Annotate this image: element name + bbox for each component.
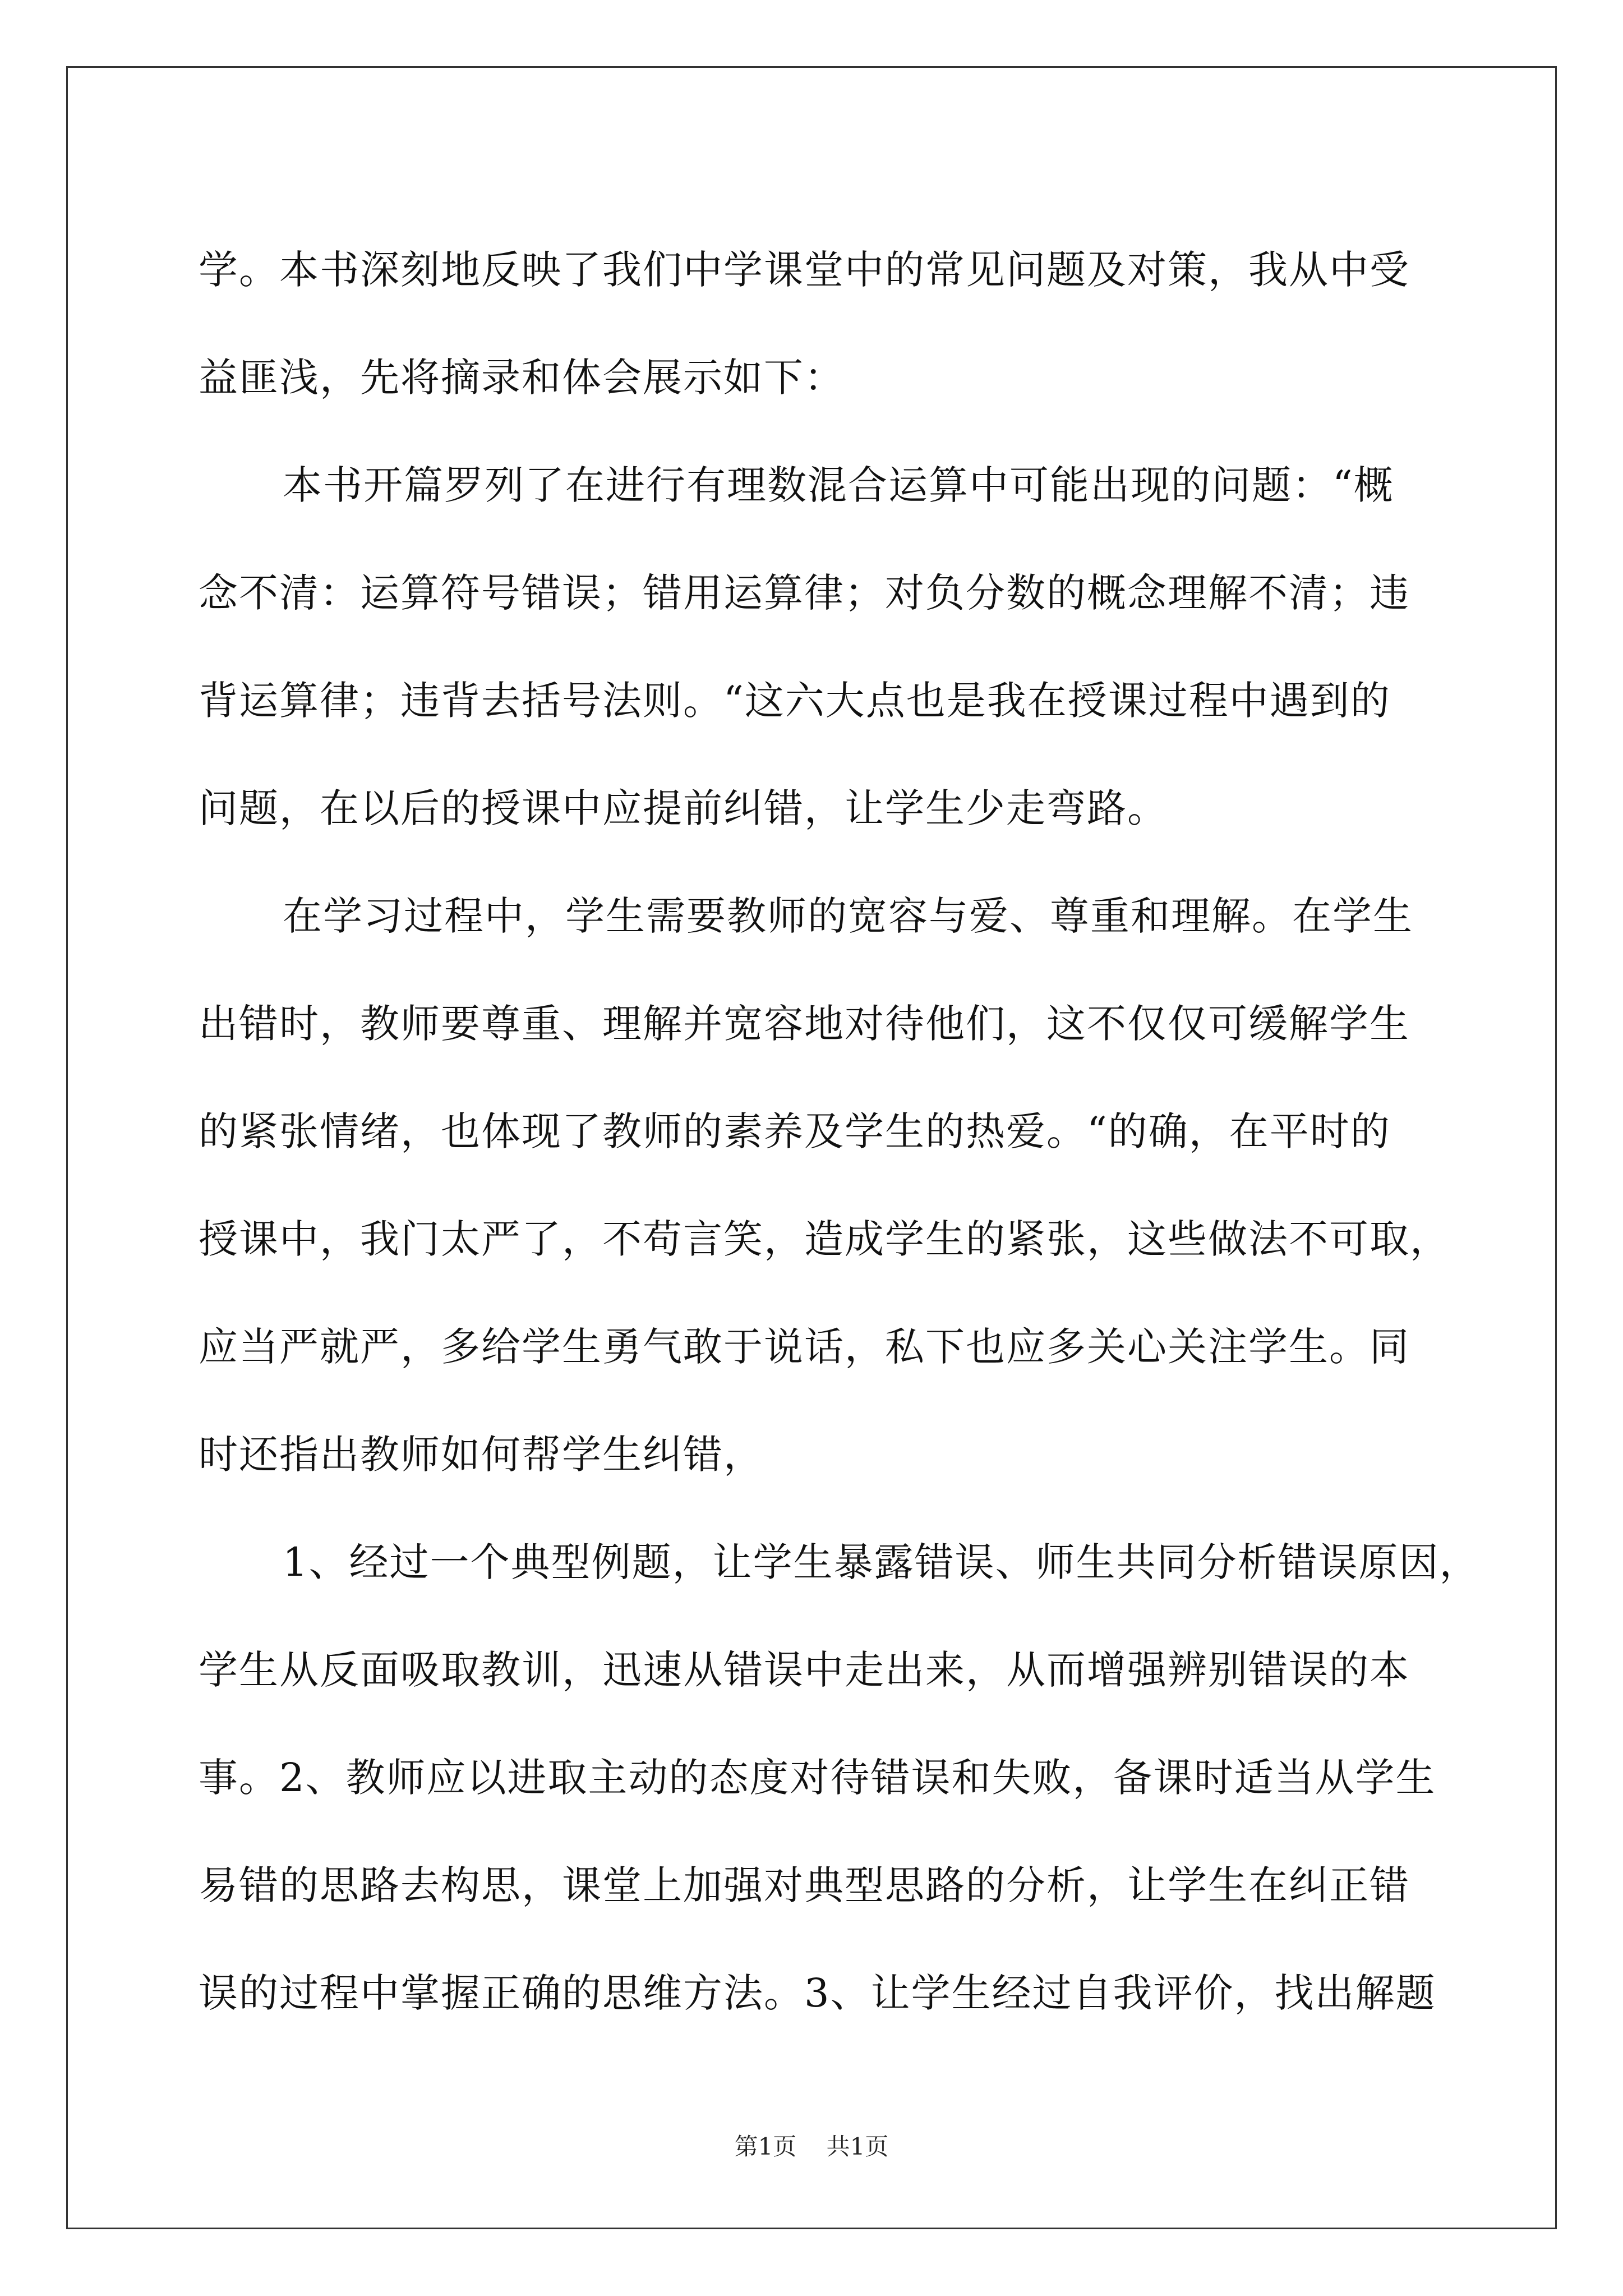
text-line: 念不清：运算符号错误；错用运算律；对负分数的概念理解不清；违 bbox=[199, 570, 1410, 616]
text-line: 出错时，教师要尊重、理解并宽容地对待他们，这不仅仅可缓解学生 bbox=[199, 1001, 1410, 1047]
text-line: 学生从反面吸取教训，迅速从错误中走出来，从而增强辨别错误的本 bbox=[199, 1647, 1410, 1693]
document-body bbox=[199, 216, 1480, 2047]
text-line: 问题，在以后的授课中应提前纠错，让学生少走弯路。 bbox=[199, 785, 1168, 831]
text-line: 学。本书深刻地反映了我们中学课堂中的常见问题及对策，我从中受 bbox=[199, 247, 1410, 293]
text-line: 的紧张情绪，也体现了教师的素养及学生的热爱。“的确，在平时的 bbox=[199, 1108, 1391, 1154]
text-line: 授课中，我门太严了，不苟言笑，造成学生的紧张，这些做法不可取， bbox=[199, 1216, 1450, 1262]
page-total: 共1页 bbox=[826, 2133, 889, 2160]
text-line: 事。2、教师应以进取主动的态度对待错误和失败，备课时适当从学生 bbox=[199, 1755, 1436, 1801]
text-line: 时还指出教师如何帮学生纠错， bbox=[199, 1432, 764, 1478]
text-line: 本书开篇罗列了在进行有理数混合运算中可能出现的问题：“概 bbox=[283, 462, 1394, 508]
text-line: 易错的思路去构思，课堂上加强对典型思路的分析，让学生在纠正错 bbox=[199, 1862, 1410, 1908]
text-line: 1、经过一个典型例题，让学生暴露错误、师生共同分析错误原因， bbox=[283, 1539, 1480, 1585]
text-line: 误的过程中掌握正确的思维方法。3、让学生经过自我评价，找出解题 bbox=[199, 1970, 1436, 2016]
text-line: 在学习过程中，学生需要教师的宽容与爱、尊重和理解。在学生 bbox=[283, 893, 1413, 939]
text-line: 背运算律；违背去括号法则。“这六大点也是我在授课过程中遇到的 bbox=[199, 678, 1391, 724]
page-footer bbox=[0, 2130, 1623, 2164]
text-line: 应当严就严，多给学生勇气敢于说话，私下也应多关心关注学生。同 bbox=[199, 1324, 1410, 1370]
text-line: 益匪浅，先将摘录和体会展示如下： bbox=[199, 355, 845, 401]
page-number: 第1页 bbox=[734, 2133, 797, 2160]
